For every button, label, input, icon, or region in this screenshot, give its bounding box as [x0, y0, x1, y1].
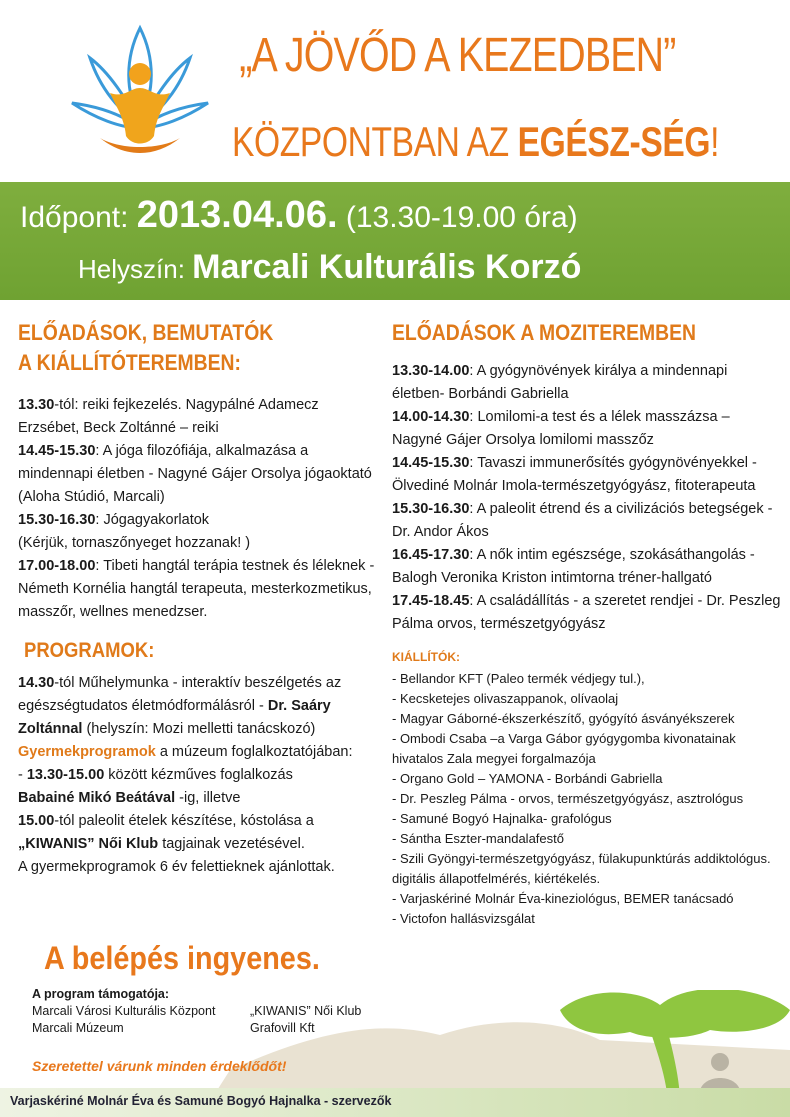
exhibitors-heading: KIÁLLÍTÓK: — [392, 650, 460, 664]
sponsors-left — [32, 1003, 252, 1037]
date-place-band — [0, 182, 790, 300]
entry-time: 17.45-18.45 — [392, 593, 470, 609]
exhibitor-item: - Kecsketejes olivaszappanok, olívaolaj — [392, 691, 619, 706]
schedule-entry — [392, 406, 782, 452]
left-column — [18, 318, 378, 879]
sponsor: „KIWANIS” Női Klub — [250, 1004, 362, 1018]
exhibitor-item: - Sántha Eszter-mandalafestő — [392, 831, 564, 846]
main-title: „A JÖVŐD A KEZEDBEN” — [239, 29, 676, 82]
entry-text: : A családállítás - a szeretet rendjei - Dr. Peszleg Pálma orvos, természetgyógyász — [392, 593, 781, 632]
right-column — [392, 318, 782, 929]
schedule-entry — [392, 452, 782, 498]
schedule-entry — [18, 509, 378, 532]
entry-time: 14.45-15.30 — [18, 443, 96, 459]
exhibitor-item: - Bellandor KFT (Paleo termék védjegy tul.), — [392, 671, 645, 686]
welcome-text: Szeretettel várunk minden érdeklődőt! — [32, 1058, 287, 1074]
entry-text: : Lomilomi-a test és a lélek masszázsa – Nagyné Gájer Orsolya lomilomi masszőz — [392, 409, 730, 448]
kids-note: A gyermekprogramok 6 év felettieknek ajánlottak. — [18, 859, 335, 875]
exhibition-hall-schedule — [18, 394, 378, 624]
schedule-entry — [392, 544, 782, 590]
sponsors-title: A program támogatója: — [32, 987, 170, 1001]
entry-time: 14.45-15.30 — [392, 455, 470, 471]
entry-time: 14.00-14.30 — [392, 409, 470, 425]
entry-text: (Kérjük, tornaszőnyeget hozzanak! ) — [18, 535, 251, 551]
programs-heading: PROGRAMOK: — [24, 639, 155, 662]
kids-programs: Gyermekprogramok a múzeum foglalkoztatójában: — [18, 744, 353, 760]
exhibitor-item: - Dr. Peszleg Pálma - orvos, természetgyógyász, asztrológus — [392, 791, 744, 806]
exhibitor-item: - Varjaskériné Molnár Éva-kineziológus, BEMER tanácsadó — [392, 891, 734, 906]
subtitle: KÖZPONTBAN AZ EGÉSZ-SÉG! — [232, 118, 720, 165]
kids-craft: - 13.30-15.00 között kézműves foglalkozás Babainé Mikó Beátával -ig, illetve — [18, 767, 293, 806]
programs-list — [18, 672, 378, 879]
left-heading-1: ELŐADÁSOK, BEMUTATÓK — [18, 320, 274, 345]
entry-time: 16.45-17.30 — [392, 547, 470, 563]
exhibitor-item: - Victofon hallásvizsgálat — [392, 911, 535, 926]
exhibitor-item: - Szili Gyöngyi-természetgyógyász, fülakupunktúrás addiktológus. digitális állapotfelmérés, kiértékelés. — [392, 851, 771, 886]
entry-text: -tól: reiki fejkezelés. Nagypálné Adamecz Erzsébet, Beck Zoltánné – reiki — [18, 397, 319, 436]
entry-text: : Tavaszi immunerősítés gyógynövényekkel - Ölvediné Molnár Imola-természetgyógyász, fitoterapeuta — [392, 455, 757, 494]
exhibitor-item: - Magyar Gáborné-ékszerkészítő, gyógyító ásványékszerek — [392, 711, 735, 726]
schedule-entry — [18, 394, 378, 440]
sponsor: Marcali Városi Kulturális Központ — [32, 1004, 216, 1018]
header — [0, 0, 790, 180]
sponsors — [32, 986, 362, 1035]
organizers-text: Varjaskériné Molnár Éva és Samuné Bogyó Hajnalka - szervezők — [10, 1094, 392, 1108]
entry-time: 15.30-16.30 — [392, 501, 470, 517]
kids-paleo: 15.00-tól paleolit ételek készítése, kóstolása a „KIWANIS” Női Klub tagjainak vezetésével. — [18, 813, 314, 852]
entry-text: : A jóga filozófiája, alkalmazása a mindennapi életben - Nagyné Gájer Orsolya jógaoktató (Aloha Stúdió, Marcali) — [18, 443, 372, 505]
lotus-meditation-logo — [70, 18, 210, 168]
schedule-entry — [392, 590, 782, 636]
entry-text: : A nők intim egészsége, szokásáthangolás - Balogh Veronika Kriston intimtorna tréner-hallgató — [392, 547, 755, 586]
program-workshop: 14.30-tól Műhelymunka - interaktív beszélgetés az egészségtudatos életmódformálásról - Dr. Saáry Zoltánnal (helyszín: Mozi melletti tanácskozó) — [18, 675, 342, 737]
place-line: Helyszín: Marcali Kulturális Korzó — [78, 248, 582, 286]
free-entry-banner: A belépés ingyenes. — [44, 940, 320, 976]
entry-time: 13.30 — [18, 397, 55, 413]
sponsor: Marcali Múzeum — [32, 1021, 124, 1035]
schedule-entry — [18, 532, 378, 555]
exhibitor-item: - Organo Gold – YAMONA - Borbándi Gabriella — [392, 771, 663, 786]
exhibitors-list — [392, 669, 782, 929]
sponsor: Grafovill Kft — [250, 1021, 315, 1035]
entry-time: 15.30-16.30 — [18, 512, 96, 528]
right-heading: ELŐADÁSOK A MOZITEREMBEN — [392, 320, 697, 345]
entry-text: : Tibeti hangtál terápia testnek és léleknek - Németh Kornélia hangtál terapeuta, mesterkozmetikus, masszőr, wellnes menedzser. — [18, 558, 375, 620]
sponsors-right — [250, 1003, 410, 1037]
exhibitor-item: - Samuné Bogyó Hajnalka- grafológus — [392, 811, 612, 826]
schedule-entry — [392, 498, 782, 544]
footer-organizers — [0, 1088, 790, 1117]
schedule-entry — [18, 440, 378, 509]
entry-text: : Jógagyakorlatok — [95, 512, 210, 528]
entry-time: 17.00-18.00 — [18, 558, 96, 574]
entry-text: : A gyógynövények királya a mindennapi életben- Borbándi Gabriella — [392, 363, 728, 402]
cinema-hall-schedule — [392, 360, 782, 636]
exhibitor-item: - Ombodi Csaba –a Varga Gábor gyógygomba kivonatainak hivatalos Zala megyei forgalmazója — [392, 731, 736, 766]
entry-text: : A paleolit étrend és a civilizációs betegségek - Dr. Andor Ákos — [392, 501, 773, 540]
schedule-entry — [392, 360, 782, 406]
left-heading-2: A KIÁLLÍTÓTEREMBEN: — [18, 350, 241, 375]
schedule-entry — [18, 555, 378, 624]
entry-time: 13.30-14.00 — [392, 363, 470, 379]
date-line: Időpont: 2013.04.06. (13.30-19.00 óra) — [20, 194, 578, 236]
